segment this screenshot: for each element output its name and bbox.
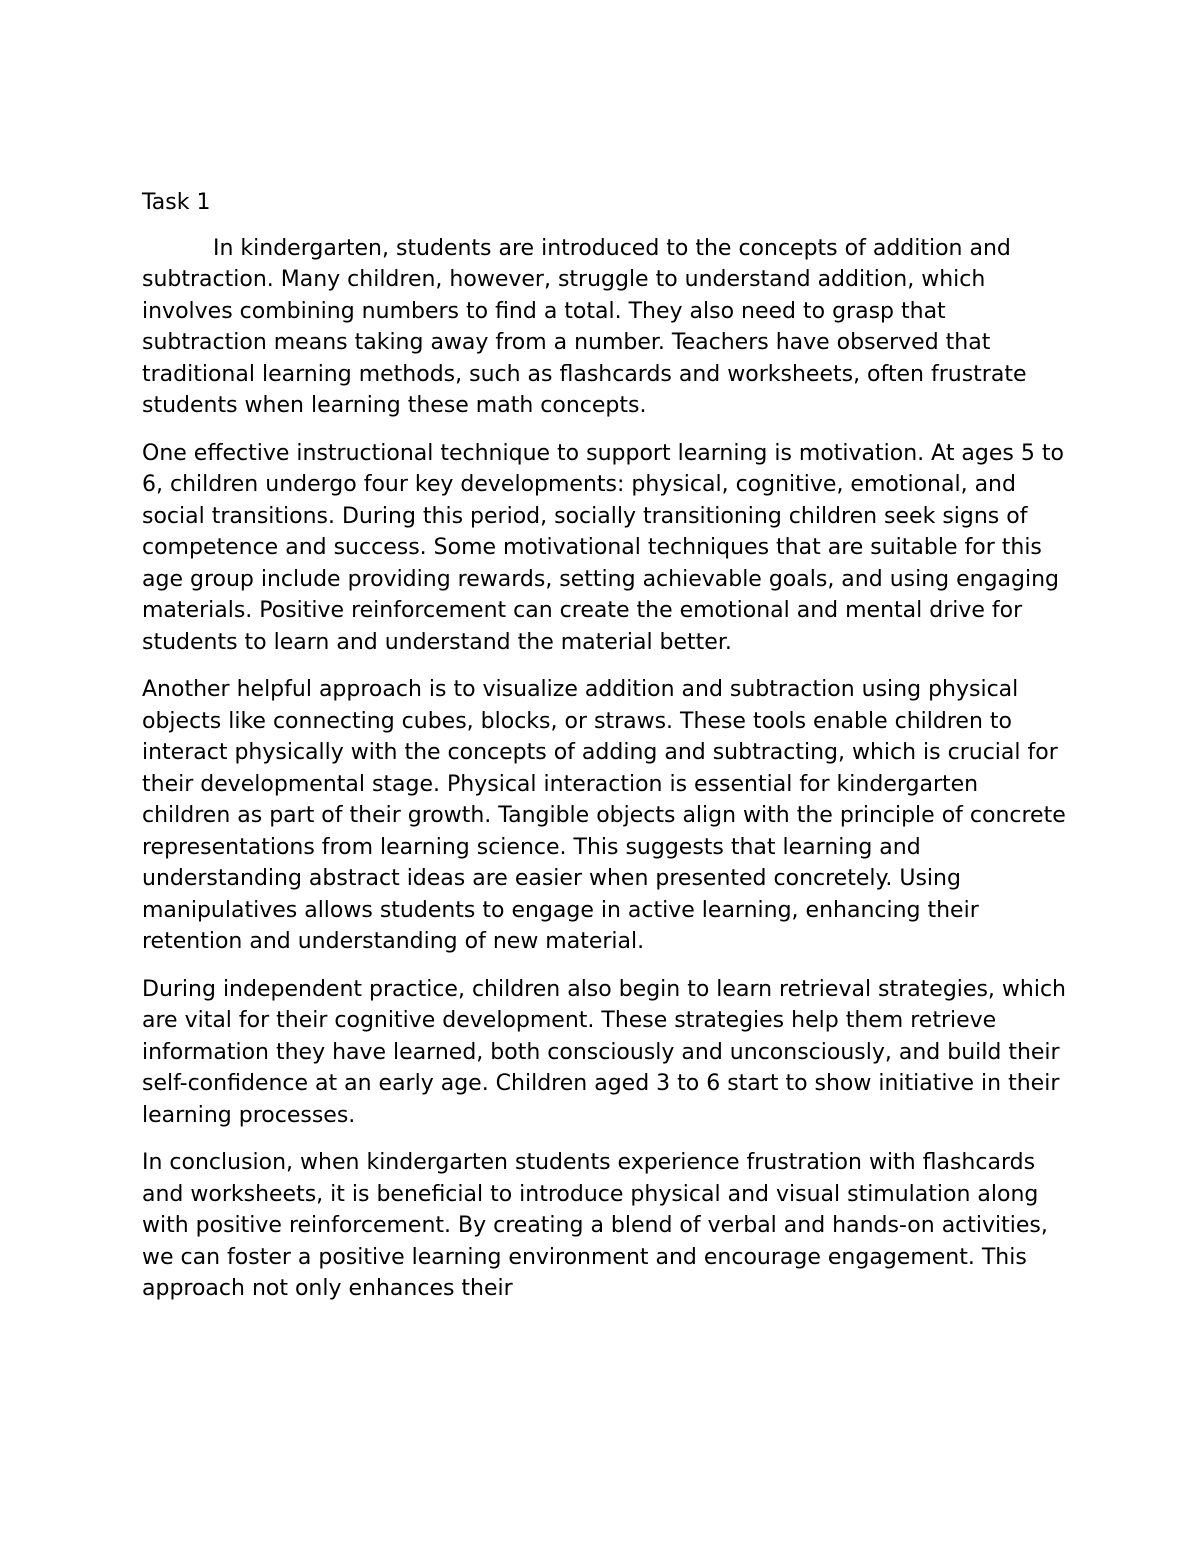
document-body [142,187,1067,1321]
paragraph-motivation: One effective instructional technique to support learning is motivation. At ages 5 to 6, children undergo four key developments: physical, cognitive, emotional, and social transitions. During this period, socially transitioning children seek signs of competence and success. Some motivational techniques that are suitable for this age group include providing rewards, setting achievable goals, and using engaging materials. Positive reinforcement can create the emotional and mental drive for students to learn and understand the material better. [142,440,1064,655]
paragraph-visualization: Another helpful approach is to visualize addition and subtraction using physical objects like connecting cubes, blocks, or straws. These tools enable children to interact physically with the concepts of adding and subtracting, which is crucial for their developmental stage. Physical interaction is essential for kindergarten children as part of their growth. Tangible objects align with the principle of concrete representations from learning science. This suggests that learning and understanding abstract ideas are easier when presented concretely. Using manipulatives allows students to engage in active learning, enhancing their retention and understanding of new material. [142,677,1066,954]
paragraph-retrieval: During independent practice, children also begin to learn retrieval strategies, which are vital for their cognitive development. These strategies help them retrieve information they have learned, both consciously and unconsciously, and build their self-confidence at an early age. Children aged 3 to 6 start to show initiative in their learning processes. [142,976,1066,1128]
document-heading: Task 1 [142,190,211,215]
paragraph-intro: In kindergarten, students are introduced to the concepts of addition and subtraction. Many children, however, struggle to understand addition, which involves combining numbers to find a total. They also need to grasp that subtraction means taking away from a number. Teachers have observed that traditional learning methods, such as flashcards and worksheets, often frustrate students when learning these math concepts. [142,235,1027,418]
paragraph-conclusion: In conclusion, when kindergarten students experience frustration with flashcards and worksheets, it is beneficial to introduce physical and visual stimulation along with positive reinforcement. By creating a blend of verbal and hands-on activities, we can foster a positive learning environment and encourage engagement. This approach not only enhances their [142,1150,1048,1301]
